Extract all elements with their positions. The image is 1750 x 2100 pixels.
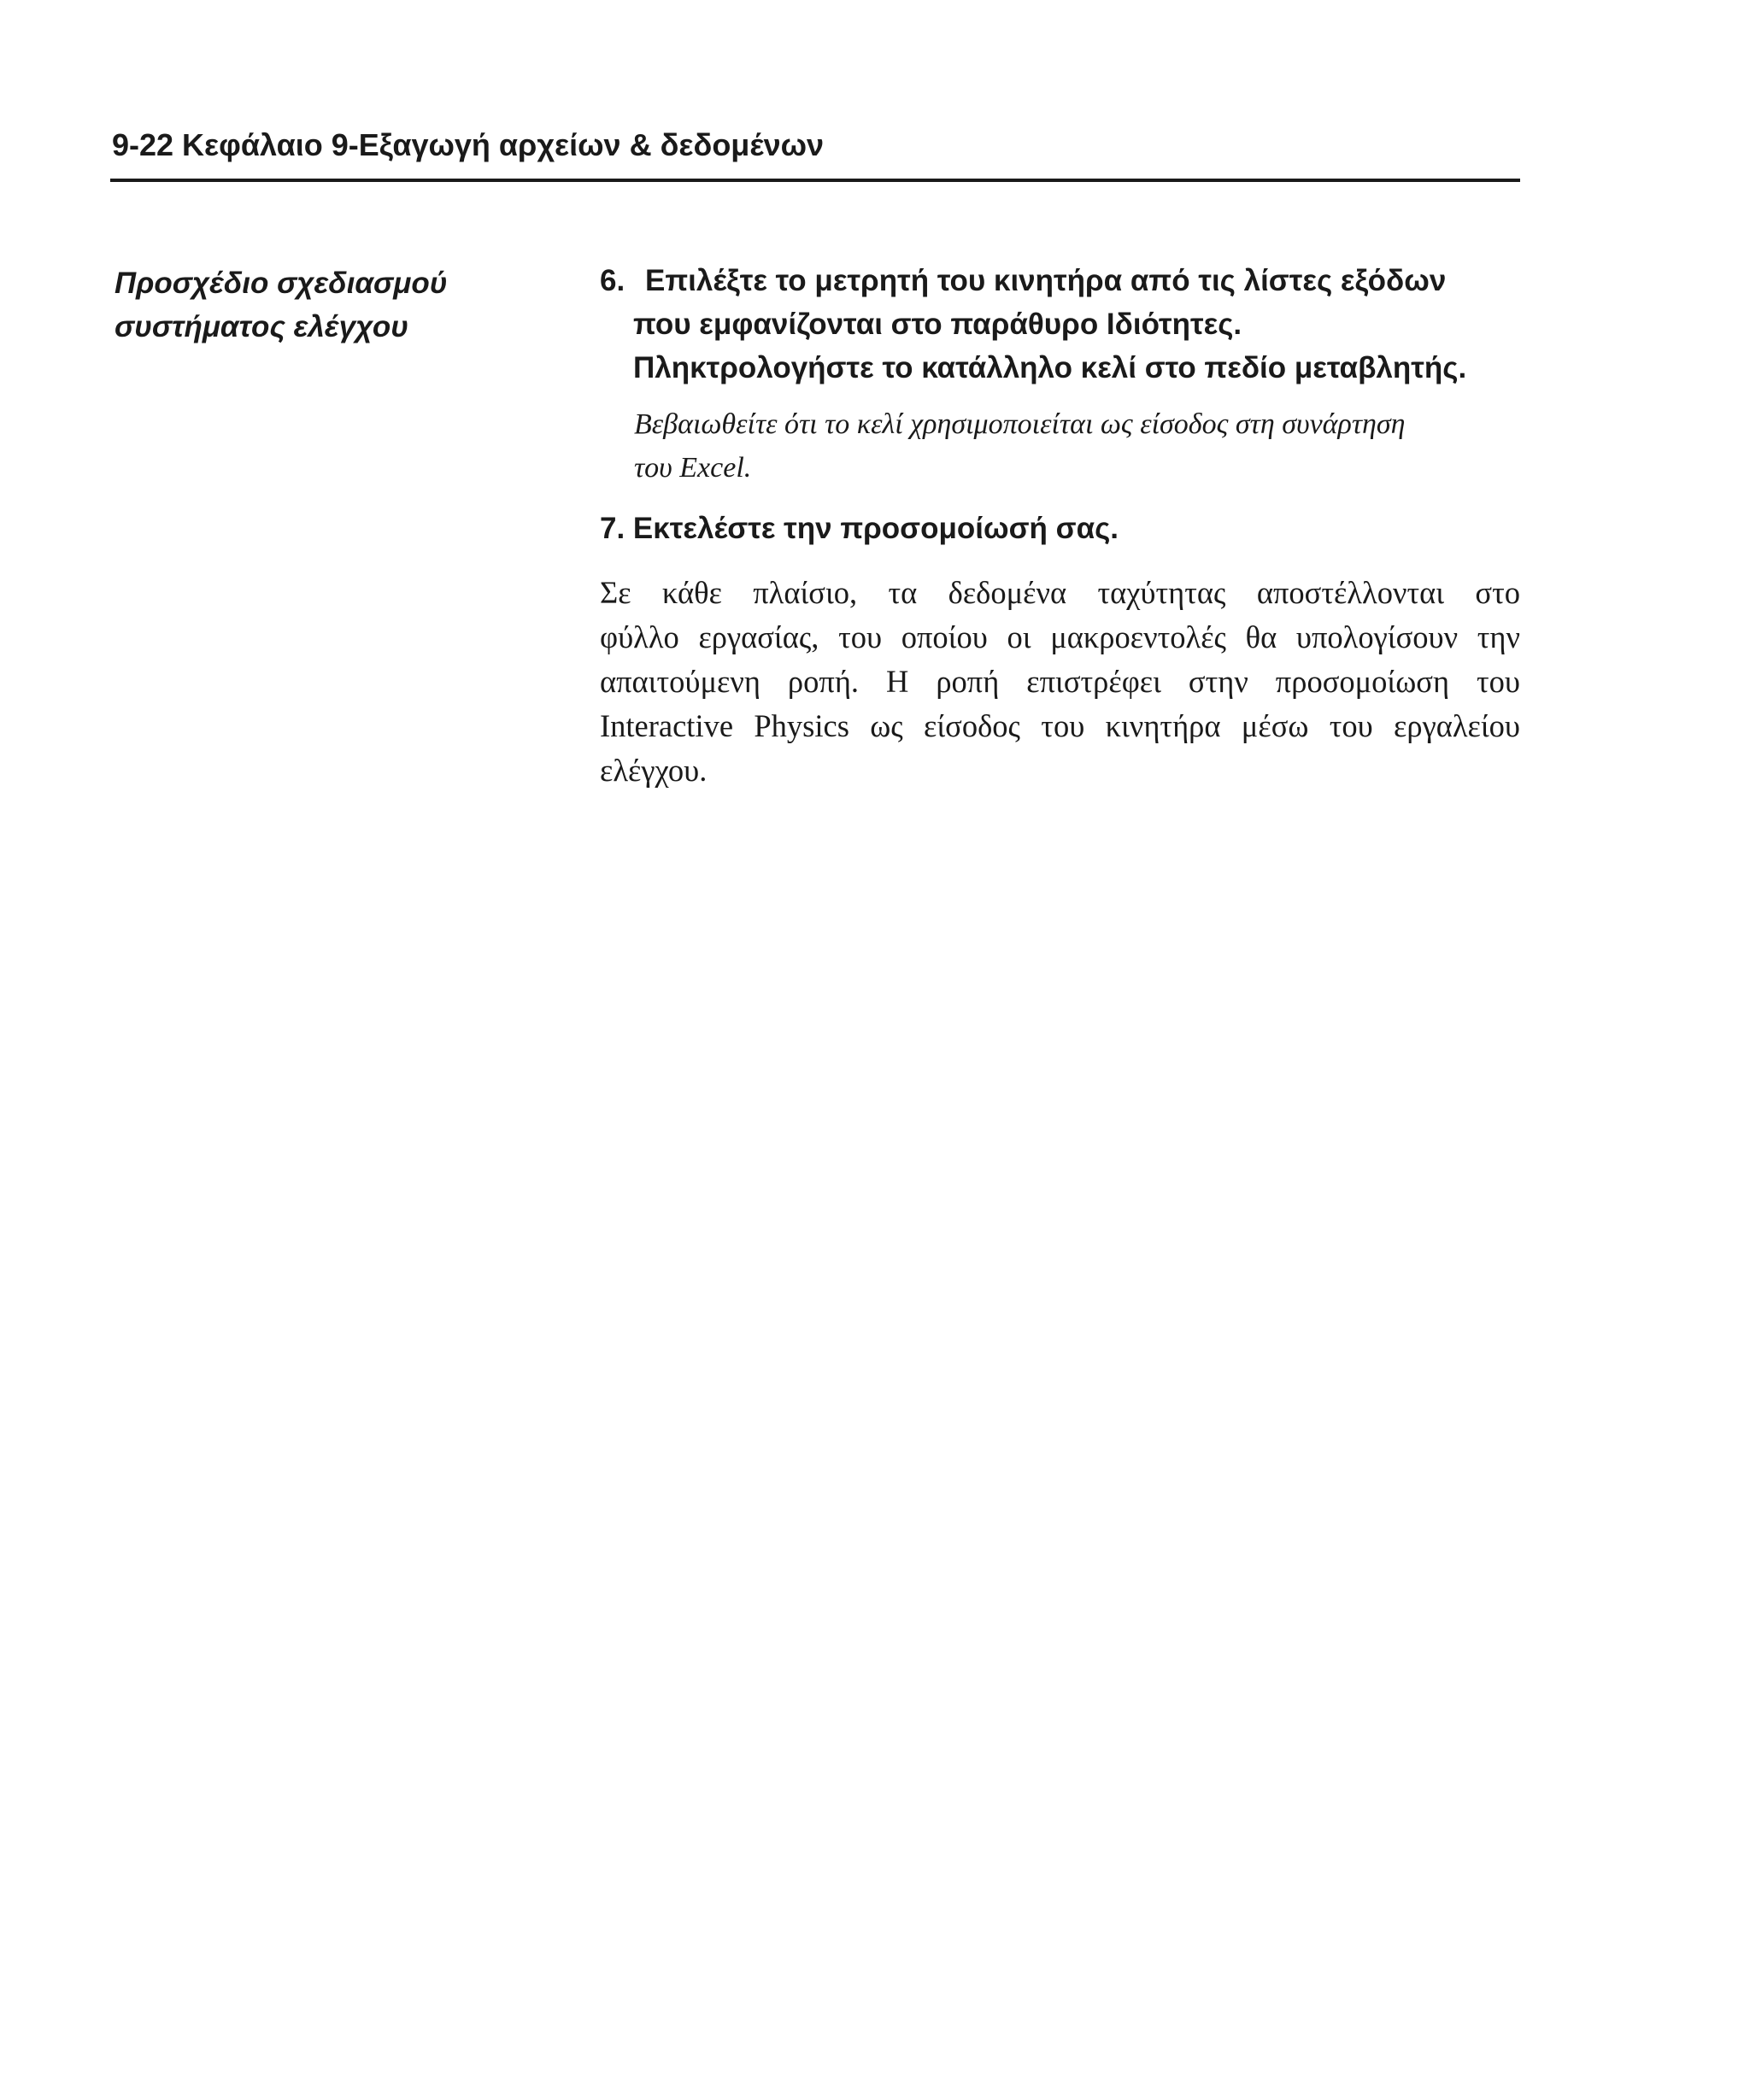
step-7-body-line-4: Interactive Physics ως είσοδος του κινητήρα μέσω του εργαλείου — [600, 708, 1520, 743]
step-6-note-line-1: Βεβαιωθείτε ότι το κελί χρησιμοποιείται ως είσοδος στη συνάρτηση — [634, 408, 1406, 440]
step-7-body-line-1: Σε κάθε πλαίσιο, τα δεδομένα ταχύτητας αποστέλλονται στο — [600, 575, 1520, 610]
step-6-line-2: που εμφανίζονται στο παράθυρο Ιδιότητες. — [633, 308, 1242, 341]
step-7: 7. Εκτελέστε την προσομοίωσή σας. — [600, 512, 1119, 545]
page-header-title: 9-22 Κεφάλαιο 9-Εξαγωγή αρχείων & δεδομένων — [112, 127, 825, 162]
step-6 — [600, 259, 1520, 390]
step-6-line-1 — [600, 259, 1520, 302]
main-content — [600, 259, 1520, 793]
header-divider — [110, 179, 1520, 182]
step-7-body-line-3: απαιτούμενη ροπή. Η ροπή επιστρέφει στην προσομοίωση του — [600, 664, 1520, 699]
step-7-body-line-5: ελέγχου. — [600, 753, 708, 788]
sidebar-heading-line-2: συστήματος ελέγχου — [115, 310, 408, 343]
sidebar-heading — [115, 261, 559, 349]
step-6-note-line-2: του Excel. — [634, 452, 752, 484]
step-6-line-3: Πληκτρολογήστε το κατάλληλο κελί στο πεδίο μεταβλητής. — [633, 351, 1467, 384]
page-header — [112, 126, 1522, 164]
step-7-body-line-2: φύλλο εργασίας, του οποίου οι μακροεντολές θα υπολογίσουν την — [600, 619, 1520, 654]
step-6-note — [600, 402, 1520, 490]
step-6-text-1: Επιλέξτε το μετρητή του κινητήρα από τις λίστες εξόδων — [645, 264, 1447, 297]
step-7-body — [600, 571, 1520, 793]
sidebar-heading-line-1: Προσχέδιο σχεδιασμού — [115, 267, 448, 300]
step-6-number: 6. — [600, 264, 625, 297]
